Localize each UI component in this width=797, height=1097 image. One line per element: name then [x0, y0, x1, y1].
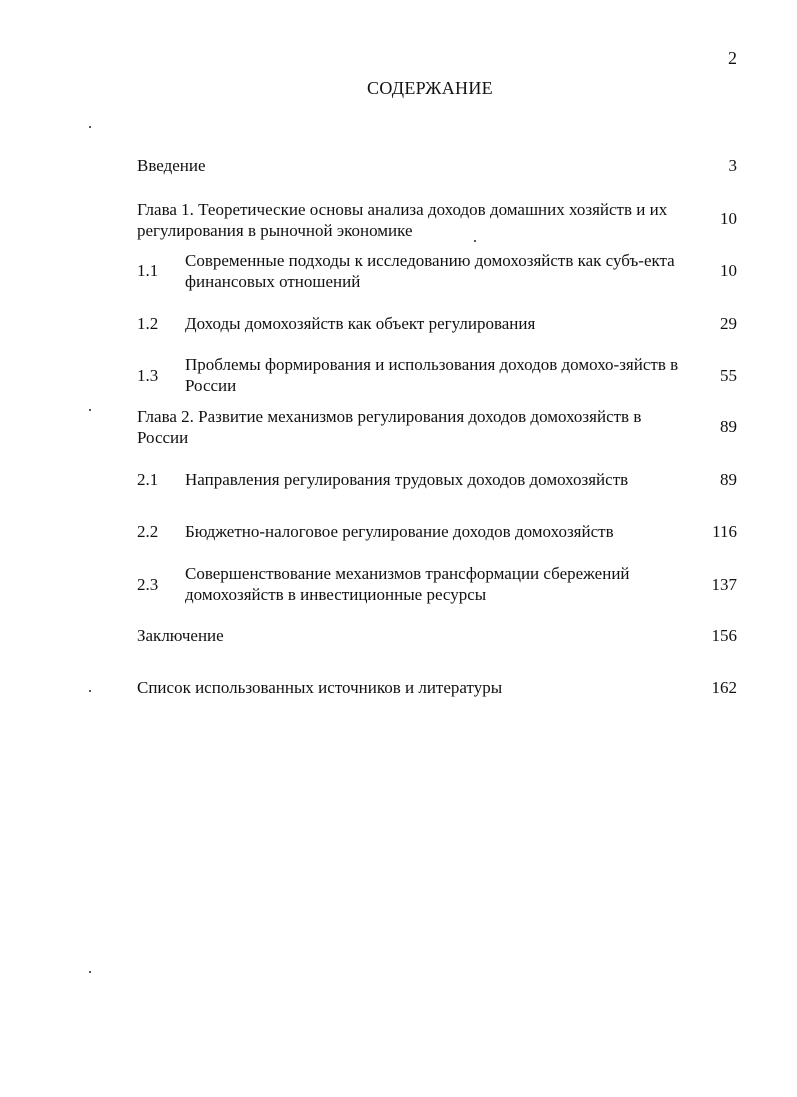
toc-entry-text: Направления регулирования трудовых доходов домохозяйств	[185, 470, 629, 489]
toc-entry-text: Бюджетно-налоговое регулирование доходов домохозяйств	[185, 522, 614, 541]
toc-entry-text: Глава 2. Развитие механизмов регулирования доходов домохозяйств в России	[137, 407, 642, 447]
toc-entry-text: Доходы домохозяйств как объект регулирования	[185, 314, 536, 333]
toc-entry-text: Глава 1. Теоретические основы анализа доходов домашних хозяйств и их регулирования в рыночной экономике	[137, 200, 668, 240]
scan-dot	[89, 409, 91, 411]
page-number: 2	[728, 48, 737, 68]
toc-entry-text: Совершенствование механизмов трансформации сбережений домохозяйств в инвестиционные ресурсы	[185, 564, 630, 604]
page-title: СОДЕРЖАНИЕ	[367, 78, 493, 98]
toc-entry-page: 89	[720, 417, 737, 436]
toc-entry-page: 10	[720, 261, 737, 280]
toc-entry-text: Список использованных источников и литературы	[137, 678, 503, 697]
scan-dot	[89, 126, 91, 128]
toc-entry-number: 2.1	[137, 470, 159, 489]
toc-entry-number: 1.1	[137, 261, 159, 280]
toc-entry-text: Современные подходы к исследованию домохозяйств как субъ-екта финансовых отношений	[185, 251, 675, 291]
toc-entry-number: 1.3	[137, 366, 159, 385]
toc-entry-number: 2.2	[137, 522, 159, 541]
toc-entry-page: 116	[712, 522, 737, 541]
toc-entry-text: Проблемы формирования и использования доходов домохо-зяйств в России	[185, 355, 679, 395]
toc-entry-text: Введение	[137, 156, 206, 175]
toc-entry-page: 156	[711, 626, 737, 645]
toc-entry-page: 162	[711, 678, 737, 697]
toc-entry-number: 2.3	[137, 575, 159, 594]
toc-entry-page: 89	[720, 470, 737, 489]
toc-entry-page: 55	[720, 366, 737, 385]
scan-dot	[89, 690, 91, 692]
toc-entry-page: 3	[728, 156, 737, 175]
scan-dot	[89, 971, 91, 973]
toc-entry-page: 10	[720, 209, 737, 228]
toc-entry-text: Заключение	[137, 626, 224, 645]
toc-entry-page: 29	[720, 314, 737, 333]
toc-entry-page: 137	[711, 575, 737, 594]
toc-entry-number: 1.2	[137, 314, 159, 333]
